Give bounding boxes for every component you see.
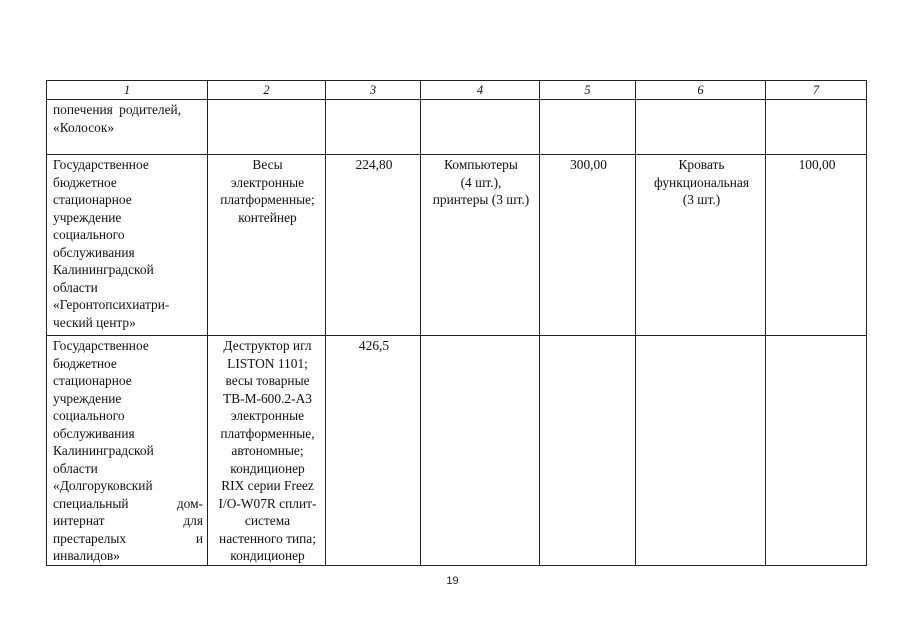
text-line: бюджетное [53,355,117,371]
table-row [47,336,867,566]
text-line: Государственное [53,157,149,172]
text-line: платформенные, [220,425,315,441]
institution-name-cell [47,155,208,336]
text-line: Калининградской [53,443,154,458]
text-word: дом- [176,495,203,511]
text-line: платформенные; [220,192,315,207]
text-line: кондиционер [230,460,305,476]
text-line: обслуживания [53,425,135,441]
text-line: RIX серии Freez [221,478,314,493]
column-number-2: 2 [208,81,326,100]
text-line: Кровать [678,157,725,172]
amount-cell: 426,5 [326,336,421,566]
text-line: (4 шт.), [460,174,502,190]
amount-cell [766,336,867,566]
text-line: «Геронтопсихиатри- [53,297,170,312]
text-word: и [195,530,203,546]
column-number-5: 5 [540,81,636,100]
text-line: инвалидов» [53,548,120,563]
justified-line [53,495,203,513]
text-line: «Долгоруковский [53,478,153,493]
column-number-4: 4 [421,81,540,100]
equipment-cell [421,336,540,566]
text-word: престарелых [53,530,127,546]
text-word: для [183,513,203,528]
text-line: обслуживания [53,244,135,260]
text-line: стационарное [53,373,132,388]
equipment-cell [208,336,326,566]
column-number-7: 7 [766,81,867,100]
text-line: Деструктор игл [223,338,312,353]
column-number-1: 1 [47,81,208,100]
amount-cell [540,336,636,566]
table-row [47,155,867,336]
text-line: кондиционер [230,548,305,563]
text-line: принтеры (3 шт.) [432,192,530,207]
equipment-cell [421,100,540,155]
text-line: области [53,279,98,295]
equipment-cell [208,100,326,155]
text-line: I/O-W07R сплит- [218,495,317,511]
text-line: Калининградской [53,262,154,277]
amount-cell [326,100,421,155]
text-line: социального [53,227,125,242]
text-line: функциональная [653,174,750,190]
data-table [46,80,867,566]
text-line: учреждение [53,390,122,406]
equipment-cell [636,100,766,155]
text-line: настенного типа; [219,530,316,546]
text-line: Компьютеры [444,157,518,172]
equipment-cell [636,155,766,336]
column-number-3: 3 [326,81,421,100]
text-line: учреждение [53,209,122,225]
text-line: ТВ-М-600.2-А3 [223,390,312,406]
institution-name-cell [47,336,208,566]
text-line: электронные [230,174,305,190]
text-line: стационарное [53,192,132,207]
text-line: Государственное [53,338,149,353]
amount-cell: 300,00 [540,155,636,336]
equipment-cell [421,155,540,336]
text-line: автономные; [231,443,304,458]
table-row [47,100,867,155]
header-row [47,81,867,100]
text-word: интернат [53,513,105,528]
text-line: LISTON 1101; [227,355,308,371]
amount-cell [540,100,636,155]
text-line: социального [53,408,125,423]
amount-cell [766,100,867,155]
text-line: бюджетное [53,174,117,190]
page-number: 19 [446,575,459,587]
text-line: Весы [252,157,283,172]
text-line: весы товарные [225,373,310,388]
text-line: контейнер [238,209,297,225]
equipment-cell [208,155,326,336]
text-word: специальный [53,495,129,511]
text-line: попечения родителей, [53,102,182,117]
text-line: ческий центр» [53,314,136,330]
text-line: система [244,513,291,528]
justified-line [53,512,203,530]
text-line: области [53,460,98,476]
amount-cell: 224,80 [326,155,421,336]
column-number-6: 6 [636,81,766,100]
text-line: (3 шт.) [682,192,721,207]
equipment-cell [636,336,766,566]
institution-name-cell [47,100,208,155]
amount-cell: 100,00 [766,155,867,336]
text-line: электронные [230,408,305,423]
text-line: «Колосок» [53,119,115,135]
justified-line [53,530,203,548]
